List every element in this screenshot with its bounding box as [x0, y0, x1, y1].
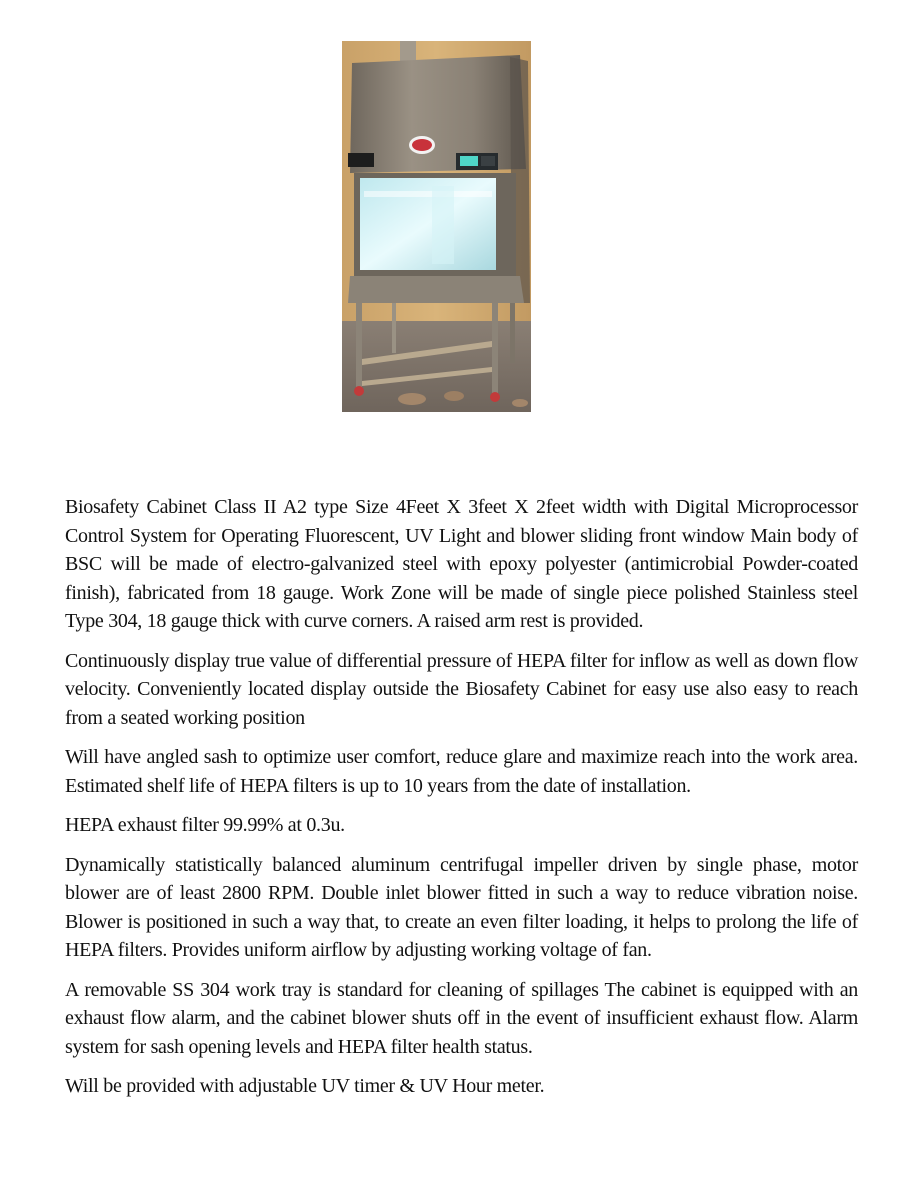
description-text	[65, 493, 858, 1112]
paragraph: Will be provided with adjustable UV timer & UV Hour meter.	[65, 1075, 545, 1097]
paragraph: Will have angled sash to optimize user comfort, reduce glare and maximize reach into the work area. Estimated shelf life of HEPA filters is up to 10 years from the date of installation.	[65, 746, 858, 797]
paragraph: HEPA exhaust filter 99.99% at 0.3u.	[65, 814, 345, 836]
paragraph: Biosafety Cabinet Class II A2 type Size 4Feet X 3feet X 2feet width with Digital Microprocessor Control System for Operating Fluorescent, UV Light and blower sliding front window Main body of BSC will be made of electro-galvanized steel with epoxy polyester (antimicrobial Powder-coated finish), fabricated from 18 gauge. Work Zone will be made of single piece polished Stainless steel Type 304, 18 gauge thick with curve corners. A raised arm rest is provided.	[65, 496, 858, 632]
biosafety-cabinet-illustration	[342, 41, 531, 412]
paragraph: Dynamically statistically balanced aluminum centrifugal impeller driven by single phase, motor blower are of least 2800 RPM. Double inlet blower fitted in such a way to reduce vibration noise. Blower is positioned in such a way that, to create an even filter loading, it helps to prolong the life of HEPA filters. Provides uniform airflow by adjusting working voltage of fan.	[65, 853, 858, 961]
paragraph: Continuously display true value of differential pressure of HEPA filter for inflow as well as down flow velocity. Conveniently located display outside the Biosafety Cabinet for easy use also easy to reach from a seated working position	[65, 649, 858, 729]
paragraph: A removable SS 304 work tray is standard for cleaning of spillages The cabinet is equipped with an exhaust flow alarm, and the cabinet blower shuts off in the event of insufficient exhaust flow. Alarm system for sash opening levels and HEPA filter health status.	[65, 978, 858, 1058]
product-photo	[342, 41, 531, 412]
